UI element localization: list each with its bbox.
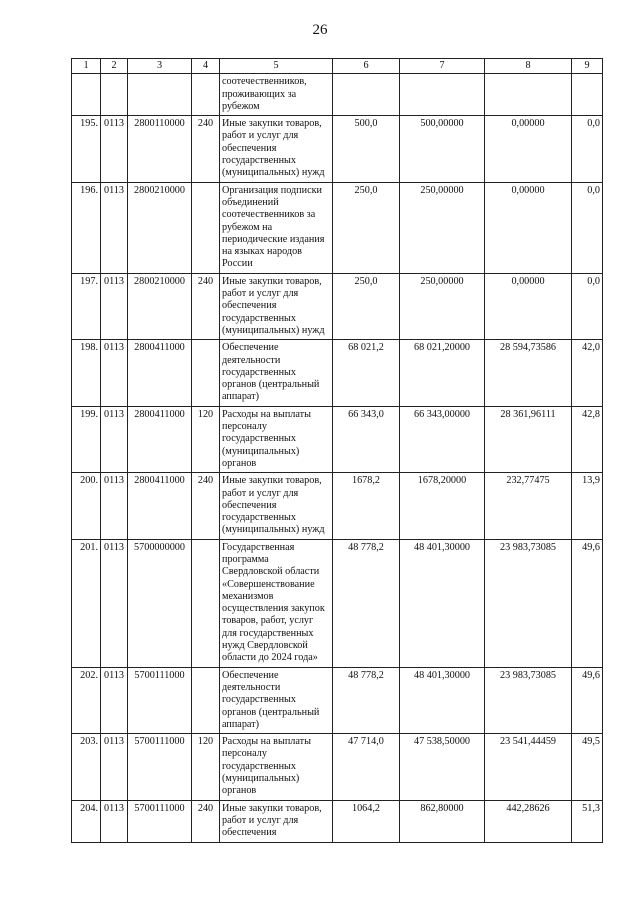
revised-amount: 48 401,30000 — [400, 667, 485, 733]
approved-amount: 48 778,2 — [333, 667, 400, 733]
row-number: 197. — [72, 273, 101, 339]
execution-percent: 49,6 — [572, 539, 603, 667]
section-code: 0113 — [101, 667, 128, 733]
table-row — [72, 539, 603, 667]
col-header-6: 6 — [333, 59, 400, 74]
col-header-3: 3 — [128, 59, 192, 74]
approved-amount: 1678,2 — [333, 473, 400, 539]
item-name: соотечественников, проживающих за рубежом — [220, 74, 333, 116]
approved-amount — [333, 74, 400, 116]
execution-percent: 42,0 — [572, 340, 603, 406]
column-header-row — [72, 59, 603, 74]
section-code: 0113 — [101, 116, 128, 182]
section-code: 0113 — [101, 182, 128, 273]
approved-amount: 66 343,0 — [333, 406, 400, 472]
execution-percent: 49,5 — [572, 734, 603, 800]
execution-percent: 13,9 — [572, 473, 603, 539]
col-header-5: 5 — [220, 59, 333, 74]
revised-amount: 48 401,30000 — [400, 539, 485, 667]
table-row — [72, 182, 603, 273]
revised-amount: 862,80000 — [400, 800, 485, 842]
section-code: 0113 — [101, 539, 128, 667]
row-number: 203. — [72, 734, 101, 800]
revised-amount: 250,00000 — [400, 182, 485, 273]
item-name: Обеспечение деятельности государственных органов (центральный аппарат) — [220, 340, 333, 406]
table-row — [72, 340, 603, 406]
item-name: Иные закупки товаров, работ и услуг для обеспечения государственных (муниципальных) нужд — [220, 473, 333, 539]
approved-amount: 250,0 — [333, 182, 400, 273]
col-header-7: 7 — [400, 59, 485, 74]
table-row — [72, 406, 603, 472]
section-code: 0113 — [101, 800, 128, 842]
executed-amount: 28 594,73586 — [485, 340, 572, 406]
expense-type-code — [192, 340, 220, 406]
executed-amount: 442,28626 — [485, 800, 572, 842]
executed-amount: 0,00000 — [485, 273, 572, 339]
section-code: 0113 — [101, 734, 128, 800]
item-name: Иные закупки товаров, работ и услуг для обеспечения государственных (муниципальных) нужд — [220, 116, 333, 182]
row-number: 202. — [72, 667, 101, 733]
col-header-1: 1 — [72, 59, 101, 74]
article-code: 5700111000 — [128, 667, 192, 733]
section-code: 0113 — [101, 473, 128, 539]
section-code — [101, 74, 128, 116]
expense-type-code: 240 — [192, 116, 220, 182]
expense-type-code: 240 — [192, 273, 220, 339]
row-number: 200. — [72, 473, 101, 539]
article-code: 5700111000 — [128, 800, 192, 842]
col-header-8: 8 — [485, 59, 572, 74]
article-code: 2800411000 — [128, 473, 192, 539]
article-code: 2800411000 — [128, 340, 192, 406]
approved-amount: 500,0 — [333, 116, 400, 182]
item-name: Обеспечение деятельности государственных органов (центральный аппарат) — [220, 667, 333, 733]
item-name: Иные закупки товаров, работ и услуг для обеспечения — [220, 800, 333, 842]
section-code: 0113 — [101, 406, 128, 472]
expense-type-code — [192, 182, 220, 273]
row-number: 201. — [72, 539, 101, 667]
row-number: 198. — [72, 340, 101, 406]
revised-amount: 68 021,20000 — [400, 340, 485, 406]
revised-amount: 500,00000 — [400, 116, 485, 182]
executed-amount: 23 983,73085 — [485, 667, 572, 733]
expense-type-code: 240 — [192, 473, 220, 539]
section-code: 0113 — [101, 273, 128, 339]
executed-amount: 0,00000 — [485, 116, 572, 182]
article-code: 2800110000 — [128, 116, 192, 182]
col-header-4: 4 — [192, 59, 220, 74]
col-header-2: 2 — [101, 59, 128, 74]
revised-amount — [400, 74, 485, 116]
expense-type-code — [192, 74, 220, 116]
table-row — [72, 667, 603, 733]
article-code: 2800210000 — [128, 182, 192, 273]
approved-amount: 68 021,2 — [333, 340, 400, 406]
revised-amount: 66 343,00000 — [400, 406, 485, 472]
revised-amount: 1678,20000 — [400, 473, 485, 539]
table-row — [72, 74, 603, 116]
approved-amount: 250,0 — [333, 273, 400, 339]
row-number: 195. — [72, 116, 101, 182]
item-name: Организация подписки объединений соотечественников за рубежом на периодические издания на языках народов России — [220, 182, 333, 273]
execution-percent: 0,0 — [572, 182, 603, 273]
row-number — [72, 74, 101, 116]
approved-amount: 47 714,0 — [333, 734, 400, 800]
section-code: 0113 — [101, 340, 128, 406]
executed-amount: 28 361,96111 — [485, 406, 572, 472]
revised-amount: 250,00000 — [400, 273, 485, 339]
executed-amount: 23 983,73085 — [485, 539, 572, 667]
execution-percent: 51,3 — [572, 800, 603, 842]
execution-percent: 0,0 — [572, 273, 603, 339]
table-row — [72, 800, 603, 842]
executed-amount: 232,77475 — [485, 473, 572, 539]
row-number: 196. — [72, 182, 101, 273]
article-code: 5700000000 — [128, 539, 192, 667]
budget-table — [71, 58, 603, 843]
article-code: 2800411000 — [128, 406, 192, 472]
article-code: 5700111000 — [128, 734, 192, 800]
execution-percent: 49,6 — [572, 667, 603, 733]
table-row — [72, 116, 603, 182]
execution-percent — [572, 74, 603, 116]
row-number: 199. — [72, 406, 101, 472]
expense-type-code — [192, 667, 220, 733]
approved-amount: 48 778,2 — [333, 539, 400, 667]
table-row — [72, 273, 603, 339]
row-number: 204. — [72, 800, 101, 842]
table-row — [72, 734, 603, 800]
execution-percent: 42,8 — [572, 406, 603, 472]
expense-type-code: 120 — [192, 406, 220, 472]
execution-percent: 0,0 — [572, 116, 603, 182]
article-code — [128, 74, 192, 116]
expense-type-code: 120 — [192, 734, 220, 800]
expense-type-code — [192, 539, 220, 667]
item-name: Расходы на выплаты персоналу государственных (муниципальных) органов — [220, 734, 333, 800]
article-code: 2800210000 — [128, 273, 192, 339]
item-name: Государственная программа Свердловской области «Совершенствование механизмов осуществления закупок товаров, работ, услуг для государственных нужд Свердловской области до 2024 года» — [220, 539, 333, 667]
table-row — [72, 473, 603, 539]
expense-type-code: 240 — [192, 800, 220, 842]
executed-amount: 23 541,44459 — [485, 734, 572, 800]
revised-amount: 47 538,50000 — [400, 734, 485, 800]
executed-amount: 0,00000 — [485, 182, 572, 273]
item-name: Иные закупки товаров, работ и услуг для обеспечения государственных (муниципальных) нужд — [220, 273, 333, 339]
approved-amount: 1064,2 — [333, 800, 400, 842]
item-name: Расходы на выплаты персоналу государственных (муниципальных) органов — [220, 406, 333, 472]
col-header-9: 9 — [572, 59, 603, 74]
page-number: 26 — [312, 22, 328, 38]
executed-amount — [485, 74, 572, 116]
